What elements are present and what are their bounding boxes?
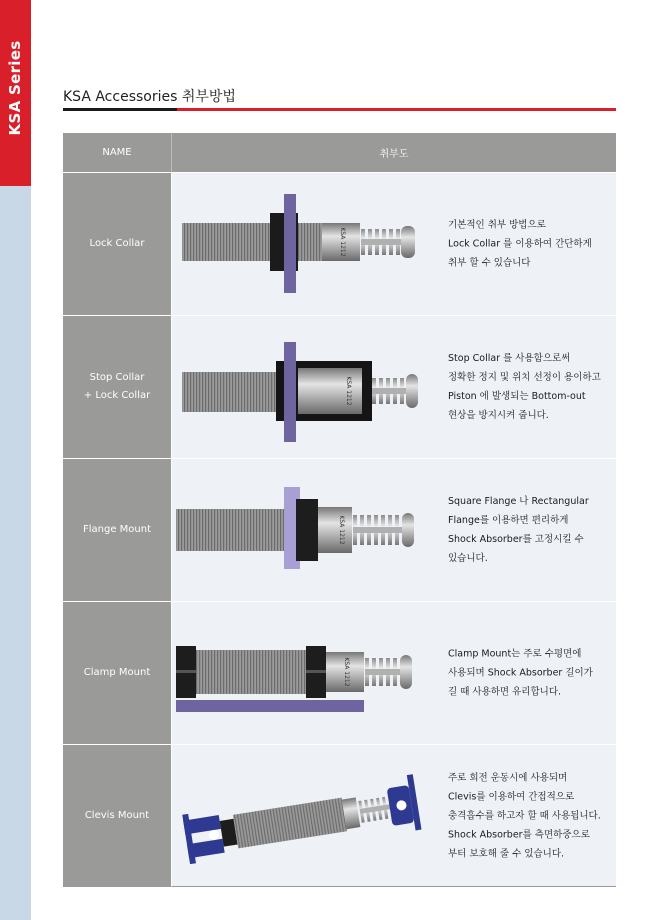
row-name: Flange Mount	[63, 459, 171, 601]
header-drawing: 취부도	[171, 133, 616, 172]
desc-line: Clamp Mount는 주로 수평면에	[448, 648, 582, 660]
desc-line: 현상을 방지시켜 줍니다.	[448, 410, 549, 421]
row-name: Clevis Mount	[63, 745, 171, 887]
row-drawing	[171, 173, 616, 315]
row-description	[448, 645, 618, 702]
svg-text:KSA 1212: KSA 1212	[345, 376, 352, 406]
row-drawing	[171, 602, 616, 744]
series-tab	[0, 0, 31, 186]
desc-line: 정확한 정지 및 위치 선정이 용이하고	[448, 372, 601, 383]
mounting-table	[63, 133, 616, 887]
desc-line: 있습니다.	[448, 553, 488, 564]
row-name: Stop Collar + Lock Collar	[63, 316, 171, 458]
desc-line: Lock Collar 를 이용하여 간단하게	[448, 238, 592, 250]
series-label: KSA Series	[6, 40, 24, 136]
row-description	[448, 768, 618, 863]
desc-line: Square Flange 나 Rectangular	[448, 496, 589, 507]
row-name: Lock Collar	[63, 173, 171, 315]
row-name: Clamp Mount	[63, 602, 171, 744]
title-rule	[63, 108, 177, 111]
table-row	[63, 601, 616, 744]
row-description	[448, 492, 618, 568]
desc-line: Shock Absorber를 측면하중으로	[448, 829, 590, 840]
desc-line: 취부 할 수 있습니다	[448, 257, 531, 269]
row-drawing	[171, 316, 616, 458]
row-drawing	[171, 745, 616, 887]
desc-line: 충격흡수를 하고자 할 때 사용됩니다.	[448, 810, 601, 821]
title-rule-accent	[177, 108, 616, 111]
svg-text:KSA 1212: KSA 1212	[338, 515, 345, 545]
desc-line: Piston 에 발생되는 Bottom-out	[448, 391, 586, 402]
desc-line: Shock Absorber를 고정시킬 수	[448, 534, 584, 545]
table-header	[63, 133, 616, 172]
page-title: KSA Accessories 취부방법	[63, 89, 236, 105]
table-row	[63, 172, 616, 315]
desc-line: 주로 회전 운동시에 사용되며	[448, 772, 568, 783]
table-row	[63, 458, 616, 601]
row-description	[448, 216, 618, 273]
desc-line: 사용되며 Shock Absorber 길이가	[448, 667, 593, 679]
svg-text:KSA 1212: KSA 1212	[339, 227, 346, 257]
desc-line: 길 때 사용하면 유리합니다.	[448, 686, 562, 698]
desc-line: 부터 보호해 줄 수 있습니다.	[448, 848, 565, 859]
desc-line: Flange를 이용하면 편리하게	[448, 515, 569, 526]
header-name: NAME	[63, 133, 171, 172]
desc-line: 기본적인 취부 방법으로	[448, 219, 546, 231]
desc-line: Clevis를 이용하여 간접적으로	[448, 791, 575, 802]
desc-line: Stop Collar 를 사용함으로써	[448, 353, 571, 364]
row-description	[448, 349, 618, 425]
row-drawing	[171, 459, 616, 601]
table-row	[63, 744, 616, 887]
svg-text:KSA 1212: KSA 1212	[343, 657, 350, 687]
table-row	[63, 315, 616, 458]
